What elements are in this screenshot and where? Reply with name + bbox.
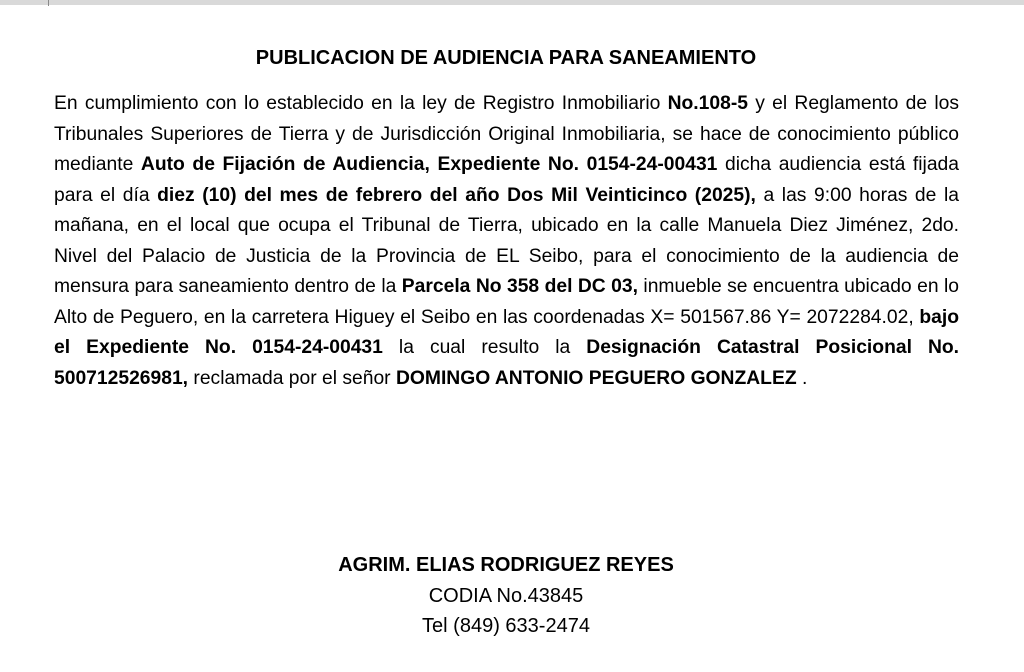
- body-text-segment: reclamada por el señor: [188, 367, 396, 389]
- body-text-segment: dicha audiencia está fijada para el día: [54, 154, 959, 206]
- body-text-segment: la cual resulto la: [382, 337, 587, 358]
- signature-block: [0, 550, 1012, 642]
- law-number: No.108-5: [667, 93, 748, 114]
- claimant-name: DOMINGO ANTONIO PEGUERO GONZALEZ: [395, 367, 797, 389]
- body-text-segment: En cumplimiento con lo establecido en la ley de Registro Inmobiliario: [54, 93, 668, 114]
- ruler-marker: [48, 0, 49, 6]
- auto-reference: Auto de Fijación de Audiencia, Expediente No. 0154-24-00431: [140, 154, 718, 175]
- document-body: [54, 89, 959, 394]
- phone-number: Tel (849) 633-2474: [422, 615, 590, 637]
- expediente-reference: bajo el Expediente No. 0154-24-00431: [54, 306, 959, 358]
- body-text-segment: y el Reglamento de los Tribunales Superiores de Tierra y de Jurisdicción Original Inmobiliaria, se hace de conocimiento público mediante: [54, 93, 959, 175]
- parcel-reference: Parcela No 358 del DC 03,: [401, 276, 638, 297]
- signatory-name: AGRIM. ELIAS RODRIGUEZ REYES: [338, 554, 674, 576]
- codia-number: CODIA No.43845: [428, 584, 584, 607]
- document-title: PUBLICACION DE AUDIENCIA PARA SANEAMIENTO: [255, 47, 757, 69]
- body-text-segment: a las 9:00 horas de la mañana, en el local que ocupa el Tribunal de Tierra, ubicado en la calle Manuela Diez Jiménez, 2do. Nivel del Palacio de Justicia de la Provincia de EL Seibo, para el conocimiento de la audiencia de mensura para saneamiento dentro de la: [54, 184, 959, 297]
- cadastral-designation: Designación Catastral Posicional No. 500712526981,: [54, 337, 960, 389]
- top-strip: [0, 0, 1024, 5]
- hearing-date: diez (10) del mes de febrero del año Dos Mil Veinticinco (2025),: [157, 184, 756, 206]
- body-text-segment: .: [796, 367, 808, 389]
- body-text-segment: inmueble se encuentra ubicado en lo Alto de Peguero, en la carretera Higuey el Seibo en las coordenadas X= 501567.86 Y= 2072284.02,: [54, 276, 959, 328]
